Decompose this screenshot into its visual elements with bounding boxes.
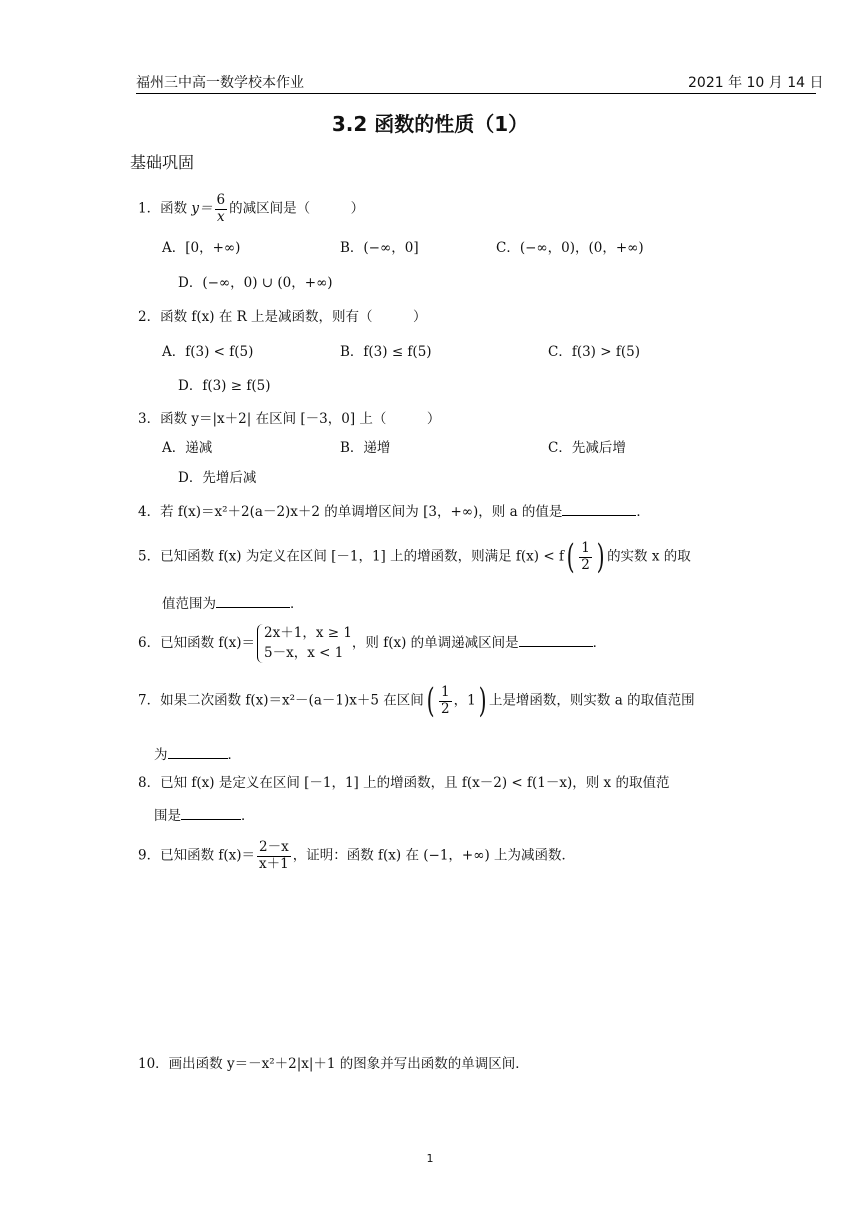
q9-text: 9．已知函数 f(x)＝ (138, 847, 256, 864)
q7-period: ． (227, 747, 241, 763)
question-1 (138, 193, 364, 225)
q6-text: 6．已知函数 f(x)＝ (138, 635, 256, 652)
q7-line2 (154, 746, 241, 763)
question-3: 3．函数 y＝|x＋2| 在区间 [－3，0] 上（ ） (138, 411, 441, 427)
q6-period: ． (592, 635, 607, 652)
header-date: 2021 年 10 月 14 日 (688, 75, 824, 91)
q9-numerator: 2－x (259, 839, 289, 855)
q2-option-c: C．f(3) > f(5) (548, 344, 640, 360)
q2-option-b: B．f(3) ≤ f(5) (340, 344, 432, 360)
question-7 (138, 681, 695, 721)
q7-answer-blank[interactable] (168, 746, 228, 759)
q5-paren-open: ( (566, 537, 575, 577)
q8-answer-blank[interactable] (181, 807, 241, 820)
q6-case-2: 5－x，x < 1 (264, 644, 344, 661)
q9-denominator: x＋1 (259, 855, 289, 872)
q7-paren-open: ( (426, 681, 435, 721)
q2-option-d: D．f(3) ≥ f(5) (178, 378, 271, 394)
q1-numerator: 6 (216, 192, 226, 208)
q1-option-d: D．(−∞，0) ∪ (0，+∞) (178, 275, 333, 291)
q1-option-c: C．(−∞，0)，(0，+∞) (496, 240, 644, 256)
q5-paren-close: ) (596, 537, 605, 577)
q7-denominator: 2 (440, 700, 450, 717)
q6-answer-blank[interactable] (519, 634, 593, 647)
question-2: 2．函数 f(x) 在 R 上是减函数，则有（ ） (138, 309, 427, 325)
q5-line2 (162, 595, 304, 612)
q3-option-b: B．递增 (340, 440, 391, 456)
q1-option-b: B．(−∞，0] (340, 240, 419, 256)
q5-denominator: 2 (581, 556, 590, 573)
q9-fraction (257, 840, 291, 872)
q5-answer-blank[interactable] (216, 595, 290, 608)
q7-upper: ，1 (453, 692, 476, 709)
q5-text: 5．已知函数 f(x) 为定义在区间 [－1，1] 上的增函数，则满足 f(x) < f (138, 548, 564, 565)
q7-fraction (439, 685, 452, 717)
q9-suffix: ，证明：函数 f(x) 在 (−1，+∞) 上为减函数． (292, 847, 576, 864)
question-4 (138, 503, 650, 520)
q6-mid: ，则 f(x) 的单调递减区间是 (351, 635, 519, 652)
q1-prefix: 1．函数 (138, 200, 188, 217)
q8-line2 (154, 807, 255, 824)
q5-fraction (579, 541, 592, 573)
page-number: 1 (426, 1152, 434, 1165)
section-heading: 基础巩固 (130, 153, 195, 172)
q4-answer-blank[interactable] (562, 503, 636, 516)
q5-period: ． (290, 596, 304, 612)
q1-fraction (215, 193, 228, 225)
q1-lhs: y＝ (191, 200, 213, 217)
q5-suffix: 的实数 x 的取 (607, 548, 691, 565)
question-10: 10．画出函数 y＝－x²＋2|x|＋1 的图象并写出函数的单调区间． (138, 1056, 529, 1072)
header-rule (136, 93, 816, 94)
q1-denominator: x (217, 208, 225, 225)
q4-text: 4．若 f(x)＝x²＋2(a－2)x＋2 的单调增区间为 [3，+∞)，则 a 的值是 (138, 504, 563, 520)
q6-piecewise (257, 624, 352, 663)
q7-line2-text: 为 (154, 747, 168, 763)
header-school: 福州三中高一数学校本作业 (136, 75, 304, 91)
q2-option-a: A．f(3) < f(5) (162, 344, 254, 360)
q3-option-a: A．递减 (162, 440, 213, 456)
q8-line2-text: 围是 (154, 808, 181, 824)
q7-numerator: 1 (440, 683, 450, 700)
q7-paren-close: ) (478, 681, 487, 721)
q6-case-1: 2x＋1，x ≥ 1 (264, 625, 352, 641)
q7-suffix: 上是增函数，则实数 a 的取值范围 (488, 692, 695, 709)
q1-option-a: A．[0，+∞) (162, 240, 241, 256)
q8-period: ． (241, 808, 255, 824)
question-5 (138, 537, 691, 577)
q3-option-c: C．先减后增 (548, 440, 626, 456)
q1-suffix: 的减区间是（ ） (229, 200, 365, 217)
q3-option-d: D．先增后减 (178, 470, 257, 486)
q7-text: 7．如果二次函数 f(x)＝x²－(a－1)x＋5 在区间 (138, 692, 424, 709)
question-9 (138, 840, 575, 872)
q4-period: ． (636, 504, 650, 520)
q5-numerator: 1 (581, 539, 590, 556)
question-6 (138, 624, 606, 663)
question-8: 8．已知 f(x) 是定义在区间 [－1，1] 上的增函数，且 f(x－2) < f(1－x)，则 x 的取值范 (138, 775, 670, 791)
q5-line2-text: 值范围为 (162, 596, 216, 612)
page-title: 3.2 函数的性质（1） (331, 112, 529, 136)
